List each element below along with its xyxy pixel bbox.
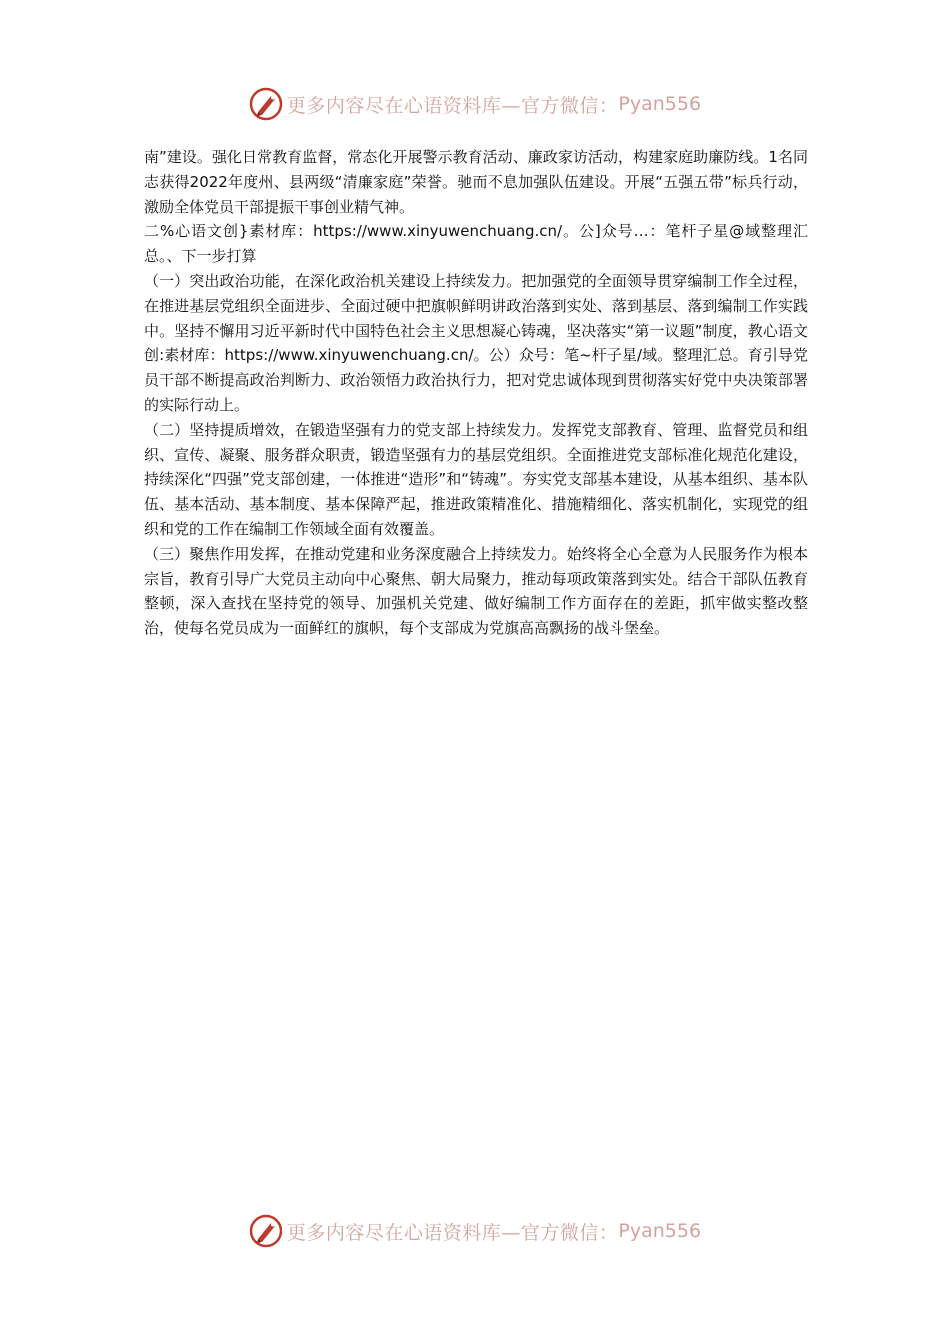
footer-banner-handle: Pyan556: [618, 1220, 702, 1242]
footer-banner-text: 更多内容尽在心语资料库—官方微信：: [286, 1221, 619, 1244]
paragraph-3: （一）突出政治功能，在深化政治机关建设上持续发力。把加强党的全面领导贯穿编制工作全过程，在推进基层党组织全面进步、全面过硬中把旗帜鲜明讲政治落到实处、落到基层、落到编制工作实践中。坚持不懈用习近平新时代中国特色社会主义思想凝心铸魂，坚决落实“第一议题”制度，教心语文创:素材库：https://www.xinyuwenchuang.cn/。公）众号：笔~杆子星/域。整理汇总。育引导党员干部不断提高政治判断力、政治领悟力政治执行力，把对党忠诚体现到贯彻落实好党中央决策部署的实际行动上。: [144, 271, 808, 414]
paragraph-4: （二）坚持提质增效，在锻造坚强有力的党支部上持续发力。发挥党支部教育、管理、监督党员和组织、宣传、凝聚、服务群众职责，锻造坚强有力的基层党组织。全面推进党支部标准化规范化建设，持续深化“四强”党支部创建，一体推进“造形”和“铸魂”。夯实党支部基本建设，从基本组织、基本队伍、基本活动、基本制度、基本保障严起，推进政策精准化、措施精细化、落实机制化，实现党的组织和党的工作在编制工作领域全面有效覆盖。: [144, 420, 808, 538]
document-body: [144, 145, 808, 641]
paragraph-2: 二%心语文创}素材库：https://www.xinyuwenchuang.cn/。公]众号…：笔杆子星@域整理汇总。、下一步打算: [144, 222, 808, 266]
paragraph-1: 南”建设。强化日常教育监督，常态化开展警示教育活动、廉政家访活动，构建家庭助廉防线。1名同志获得2022年度州、县两级“清廉家庭”荣誉。驰而不息加强队伍建设。开展“五强五带”标兵行动，激励全体党员干部提振干事创业精气神。: [144, 148, 808, 216]
header-banner-handle: Pyan556: [618, 93, 702, 115]
header-banner-text: 更多内容尽在心语资料库—官方微信：: [286, 94, 619, 117]
paragraph-5: （三）聚焦作用发挥，在推动党建和业务深度融合上持续发力。始终将全心全意为人民服务作为根本宗旨，教育引导广大党员主动向中心聚焦、朝大局聚力，推动每项政策落到实处。结合干部队伍教育整顿，深入查找在坚持党的领导、加强机关党建、做好编制工作方面存在的差距，抓牢做实整改整治，使每名党员成为一面鲜红的旗帜，每个支部成为党旗高高飘扬的战斗堡垒。: [144, 544, 808, 638]
pen-logo-icon: [249, 1214, 283, 1248]
footer-banner: [0, 1211, 950, 1251]
header-banner: [0, 84, 950, 124]
pen-logo-icon: [249, 87, 283, 121]
